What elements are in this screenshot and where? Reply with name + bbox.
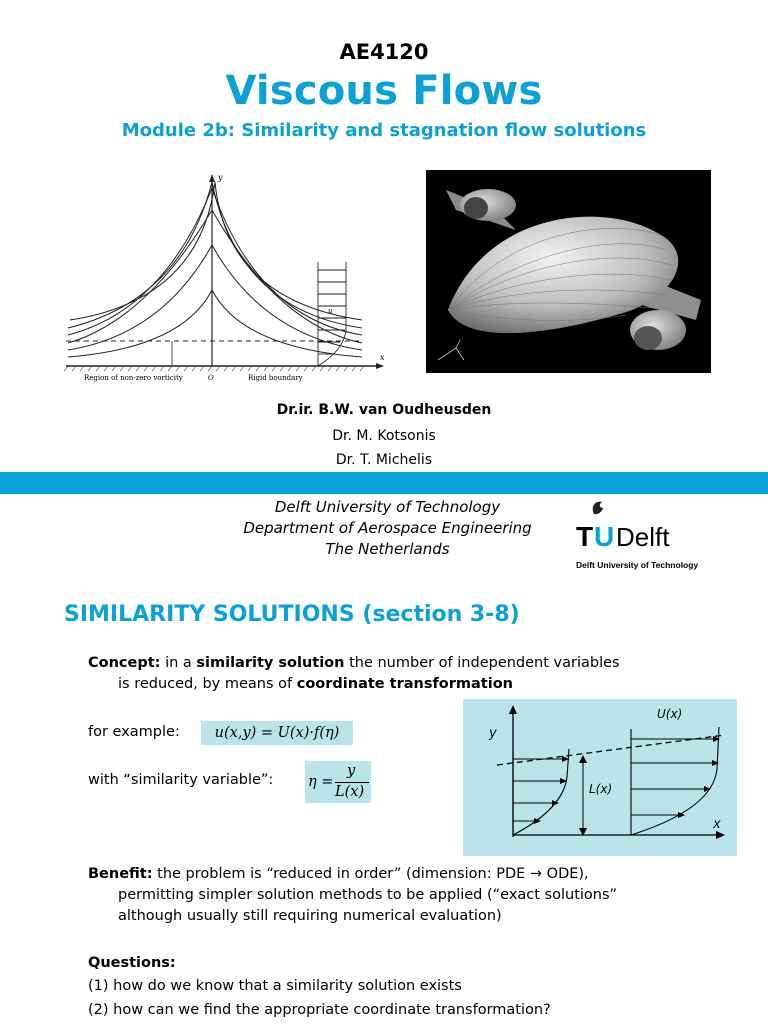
u-label: u bbox=[328, 307, 333, 315]
eta-formula: η = y L(x) bbox=[305, 761, 371, 803]
similarity-variable-label: with “similarity variable”: bbox=[88, 772, 274, 788]
x-axis-label: x bbox=[380, 353, 385, 362]
author-primary: Dr.ir. B.W. van Oudheusden bbox=[276, 402, 492, 418]
rigid-boundary-caption: Rigid boundary bbox=[248, 374, 303, 382]
institution-university: Delft University of Technology bbox=[274, 498, 501, 516]
y-axis-label: y bbox=[218, 173, 223, 182]
module-subtitle: Module 2b: Similarity and stagnation flow solutions bbox=[121, 120, 647, 141]
similarity-profile-diagram bbox=[463, 699, 737, 856]
author-third: Dr. T. Michelis bbox=[335, 452, 433, 468]
tudelft-logo bbox=[572, 496, 712, 576]
section-title: SIMILARITY SOLUTIONS (section 3-8) bbox=[64, 602, 520, 627]
vorticity-caption: Region of non-zero vorticity bbox=[84, 374, 183, 382]
origin-label: O bbox=[208, 374, 214, 382]
concept-paragraph: Concept: in a similarity solution the number of independent variables is reduced, by means of coordinate transformation bbox=[88, 655, 620, 692]
flame-icon bbox=[593, 502, 603, 515]
course-code: AE4120 bbox=[339, 40, 429, 64]
example-label: for example: bbox=[88, 724, 180, 740]
U-label: U(x) bbox=[657, 707, 683, 721]
main-title: Viscous Flows bbox=[225, 68, 543, 114]
svg-text:U: U bbox=[594, 521, 615, 552]
divider-band bbox=[0, 472, 768, 494]
svg-text:Delft: Delft bbox=[616, 522, 670, 552]
questions-heading: Questions: bbox=[88, 955, 176, 971]
institution-country: The Netherlands bbox=[325, 540, 450, 558]
question-1: (1) how do we know that a similarity solution exists bbox=[88, 978, 462, 994]
benefit-paragraph: Benefit: the problem is “reduced in order” (dimension: PDE → ODE), permitting simpler solution methods to be applied (“exact solutions” although usually still requiring numerical evaluation) bbox=[88, 866, 618, 924]
question-2: (2) how can we find the appropriate coordinate transformation? bbox=[88, 1002, 551, 1018]
benefit-label: Benefit: bbox=[88, 866, 153, 882]
L-label: L(x) bbox=[589, 782, 613, 796]
svg-text:Delft University of Technology: Delft University of Technology bbox=[576, 560, 699, 570]
y-label: y bbox=[489, 726, 497, 741]
institution-department: Department of Aerospace Engineering bbox=[243, 519, 532, 537]
concept-label: Concept: bbox=[88, 655, 161, 671]
aircraft-streamline-image bbox=[426, 170, 711, 373]
similarity-formula: u(x,y) = U(x)·f(η) bbox=[201, 721, 353, 745]
stagnation-flow-figure bbox=[62, 170, 392, 390]
svg-text:T: T bbox=[576, 521, 594, 552]
x-label: x bbox=[713, 817, 721, 832]
author-second: Dr. M. Kotsonis bbox=[332, 428, 436, 444]
